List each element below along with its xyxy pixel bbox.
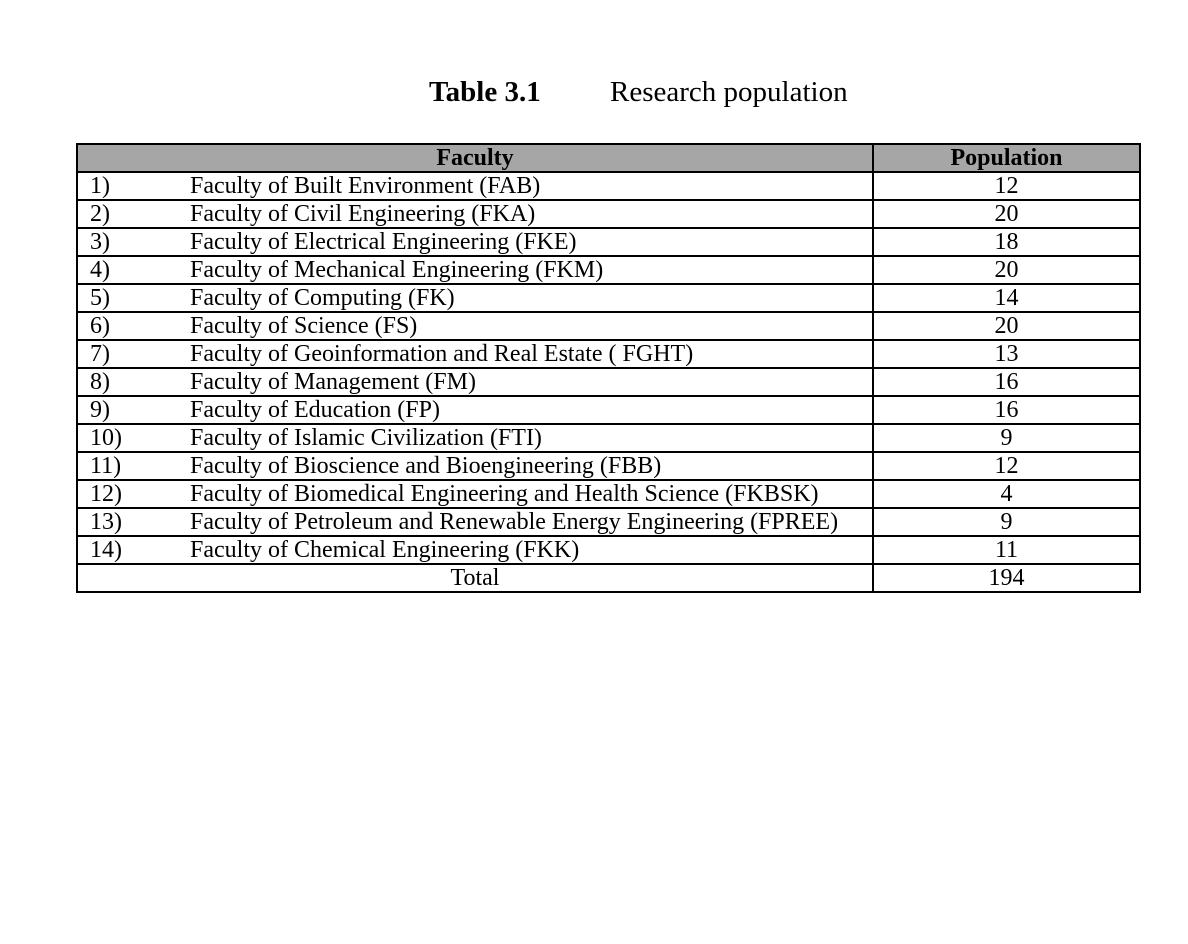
row-number: 5) — [90, 285, 110, 311]
faculty-cell — [77, 368, 873, 396]
faculty-name: Faculty of Electrical Engineering (FKE) — [190, 229, 577, 255]
row-number: 9) — [90, 397, 110, 423]
header-population: Population — [873, 144, 1140, 172]
faculty-cell — [77, 228, 873, 256]
population-cell: 13 — [873, 340, 1140, 368]
table-row — [77, 340, 1140, 368]
faculty-cell — [77, 480, 873, 508]
table-caption — [0, 72, 1188, 112]
faculty-name: Faculty of Chemical Engineering (FKK) — [190, 537, 580, 563]
row-number: 12) — [90, 481, 122, 507]
population-cell: 20 — [873, 200, 1140, 228]
faculty-name: Faculty of Built Environment (FAB) — [190, 173, 541, 199]
total-row — [77, 564, 1140, 592]
table-row — [77, 424, 1140, 452]
faculty-cell — [77, 452, 873, 480]
total-label: Total — [77, 564, 873, 592]
population-cell: 4 — [873, 480, 1140, 508]
row-number: 7) — [90, 341, 110, 367]
row-number: 14) — [90, 537, 122, 563]
faculty-cell — [77, 284, 873, 312]
header-faculty: Faculty — [77, 144, 873, 172]
row-number: 1) — [90, 173, 110, 199]
table-row — [77, 228, 1140, 256]
faculty-name: Faculty of Islamic Civilization (FTI) — [190, 425, 542, 451]
population-cell: 16 — [873, 368, 1140, 396]
table-row — [77, 480, 1140, 508]
faculty-cell — [77, 508, 873, 536]
faculty-cell — [77, 340, 873, 368]
table-row — [77, 396, 1140, 424]
faculty-cell — [77, 256, 873, 284]
row-number: 13) — [90, 509, 122, 535]
faculty-cell — [77, 312, 873, 340]
row-number: 10) — [90, 425, 122, 451]
population-cell: 9 — [873, 424, 1140, 452]
population-cell: 14 — [873, 284, 1140, 312]
faculty-name: Faculty of Petroleum and Renewable Energy Engineering (FPREE) — [190, 509, 839, 535]
faculty-cell — [77, 424, 873, 452]
table-row — [77, 256, 1140, 284]
faculty-name: Faculty of Management (FM) — [190, 369, 476, 395]
table-row — [77, 284, 1140, 312]
faculty-cell — [77, 396, 873, 424]
faculty-cell — [77, 172, 873, 200]
faculty-name: Faculty of Bioscience and Bioengineering (FBB) — [190, 453, 662, 479]
table-row — [77, 200, 1140, 228]
population-cell: 20 — [873, 256, 1140, 284]
row-number: 4) — [90, 257, 110, 283]
total-population: 194 — [873, 564, 1140, 592]
population-cell: 9 — [873, 508, 1140, 536]
population-cell: 18 — [873, 228, 1140, 256]
population-cell: 20 — [873, 312, 1140, 340]
row-number: 11) — [90, 453, 122, 479]
row-number: 8) — [90, 369, 110, 395]
table-body — [77, 172, 1140, 564]
research-population-table — [76, 143, 1141, 593]
faculty-name: Faculty of Civil Engineering (FKA) — [190, 201, 536, 227]
row-number: 3) — [90, 229, 110, 255]
table-row — [77, 452, 1140, 480]
population-cell: 11 — [873, 536, 1140, 564]
faculty-name: Faculty of Science (FS) — [190, 313, 418, 339]
faculty-cell — [77, 536, 873, 564]
table-row — [77, 536, 1140, 564]
row-number: 2) — [90, 201, 110, 227]
faculty-name: Faculty of Mechanical Engineering (FKM) — [190, 257, 604, 283]
table-row — [77, 508, 1140, 536]
faculty-name: Faculty of Biomedical Engineering and Health Science (FKBSK) — [190, 481, 819, 507]
population-cell: 16 — [873, 396, 1140, 424]
faculty-cell — [77, 200, 873, 228]
table-row — [77, 368, 1140, 396]
table-row — [77, 172, 1140, 200]
population-cell: 12 — [873, 172, 1140, 200]
table-number: Table 3.1 — [429, 76, 541, 108]
population-cell: 12 — [873, 452, 1140, 480]
faculty-name: Faculty of Geoinformation and Real Estate ( FGHT) — [190, 341, 694, 367]
table-header-row — [77, 144, 1140, 172]
table-row — [77, 312, 1140, 340]
row-number: 6) — [90, 313, 110, 339]
table-title: Research population — [610, 76, 848, 108]
faculty-name: Faculty of Computing (FK) — [190, 285, 455, 311]
faculty-name: Faculty of Education (FP) — [190, 397, 440, 423]
